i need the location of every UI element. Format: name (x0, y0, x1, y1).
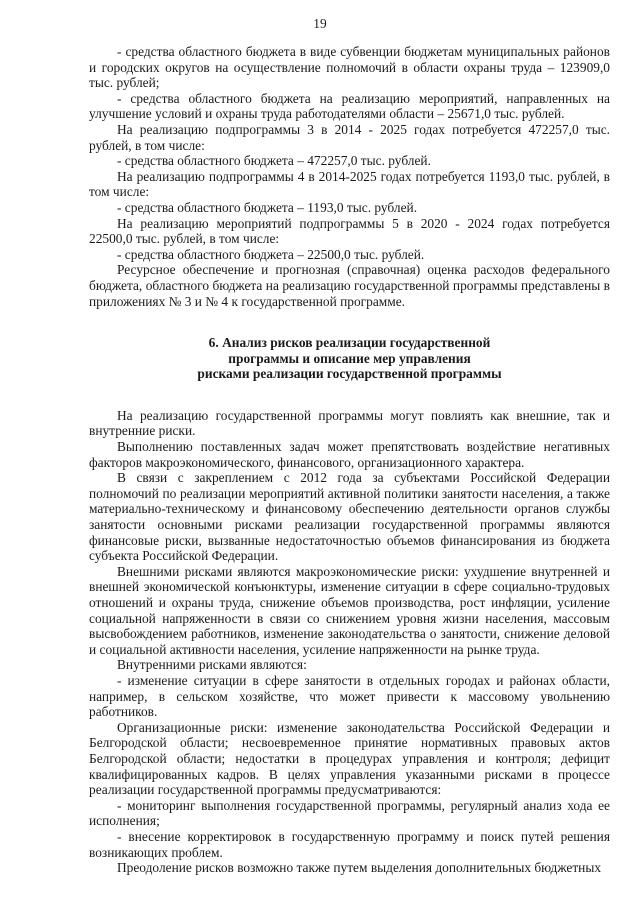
paragraph: - средства областного бюджета – 472257,0 тыс. рублей. (117, 153, 431, 169)
paragraph: Преодоление рисков возможно также путем выделения дополнительных бюджетных (117, 860, 602, 876)
page-number: 19 (313, 16, 327, 31)
paragraph: На реализацию подпрограммы 3 в 2014 - 2025 годах потребуется 472257,0 тыс. рублей, в том числе: (89, 121, 610, 153)
paragraph: - средства областного бюджета – 22500,0 тыс. рублей. (117, 246, 425, 262)
paragraph: Внешними рисками являются макроэкономические риски: ухудшение внутренней и внешней экономической конъюнктуры, изменение ситуации в сфере социально-трудовых отношений и охраны труда, снижение объемов производства, рост инфляции, усиление социальной напряженности в связи со снижением уровня жизни населения, массовым высвобождением работников, изменение законодательства о занятости, снижение деловой и социальной активности населения, усиление напряженности на рынке труда. (89, 563, 610, 657)
paragraph: - внесение корректировок в государственную программу и поиск путей решения возникающих проблем. (89, 828, 610, 860)
paragraph: Выполнению поставленных задач может препятствовать воздействие негативных факторов макроэкономического, финансового, организационного характера. (89, 439, 610, 470)
page-content (89, 44, 610, 876)
paragraph: - средства областного бюджета – 1193,0 тыс. рублей. (117, 199, 418, 215)
paragraph: На реализацию мероприятий подпрограммы 5 в 2020 - 2024 годах потребуется 22500,0 тыс. рублей, в том числе: (89, 215, 610, 247)
paragraph: - средства областного бюджета на реализацию мероприятий, направленных на улучшение условий и охраны труда работодателями области – 25671,0 тыс. рублей. (89, 90, 610, 122)
heading-line: программы и описание мер управления (228, 350, 471, 366)
paragraph: - изменение ситуации в сфере занятости в отдельных городах и районах области, например, в сельском хозяйстве, что может привести к массовому увольнению работников. (89, 672, 610, 720)
budget-section (89, 44, 610, 335)
paragraph: В связи с закреплением с 2012 года за субъектами Российской Федерации полномочий по реализации мероприятий активной политики занятости населения, а также материально-техническому и финансовому обеспечению деятельности органов службы занятости основными рисками реализации государственной программы являются финансовые риски, вызванные недостаточностью объемов финансирования из бюджета субъекта Российской Федерации. (89, 470, 610, 564)
section-heading (89, 335, 610, 408)
paragraph: - мониторинг выполнения государственной программы, регулярный анализ хода ее исполнения; (89, 797, 610, 829)
paragraph: Внутренними рисками являются: (117, 657, 307, 673)
risk-section (89, 408, 610, 876)
heading-line: рисками реализации государственной программы (197, 366, 502, 382)
paragraph: - средства областного бюджета в виде субвенции бюджетам муниципальных районов и городских округов на осуществление полномочий в области охраны труда – 123909,0 тыс. рублей; (89, 44, 610, 91)
paragraph: На реализацию подпрограммы 4 в 2014-2025 годах потребуется 1193,0 тыс. рублей, в том числе: (89, 168, 610, 200)
paragraph: На реализацию государственной программы могут повлиять как внешние, так и внутренние риски. (89, 407, 610, 439)
paragraph: Организационные риски: изменение законодательства Российской Федерации и Белгородской области; несвоевременное принятие нормативных правовых актов Белгородской области; недостатки в процедурах управления и контроля; дефицит квалифицированных кадров. В целях управления указанными рисками в процессе реализации государственной программы предусматриваются: (89, 719, 610, 798)
paragraph: Ресурсное обеспечение и прогнозная (справочная) оценка расходов федерального бюджета, областного бюджета на реализацию государственной программы представлены в приложениях № 3 и № 4 к государственной программе. (89, 262, 610, 309)
heading-line: 6. Анализ рисков реализации государственной (208, 335, 491, 351)
